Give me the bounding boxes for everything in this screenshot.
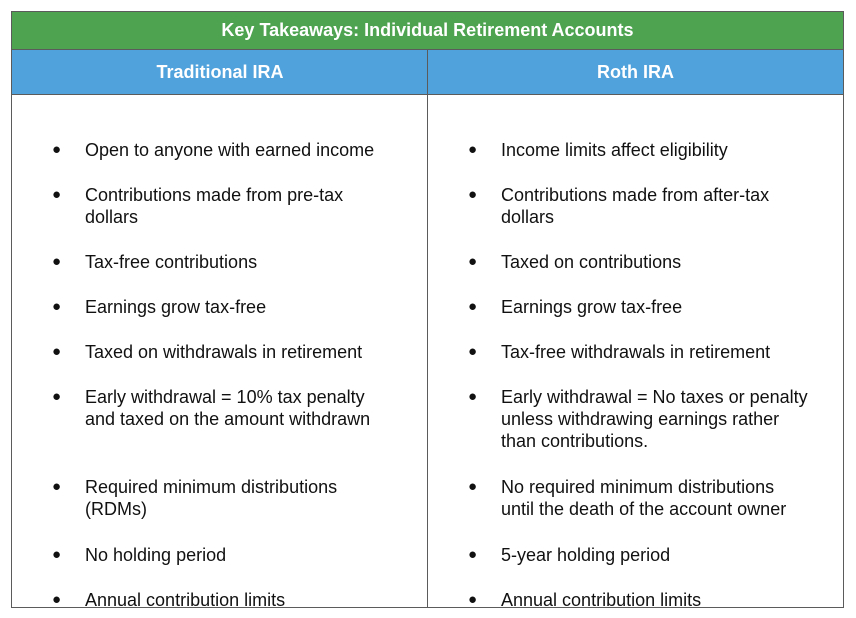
list-item-text (501, 251, 837, 273)
list-item-line: unless withdrawing earnings rather (501, 409, 780, 429)
bullet-icon: ● (52, 388, 62, 405)
bullet-icon: ● (468, 546, 478, 563)
list-item-text (501, 184, 837, 228)
list-item-text (501, 589, 837, 611)
list-item-text (501, 139, 837, 161)
list-item-line: Earnings grow tax-free (85, 297, 267, 317)
list-item-text (85, 589, 421, 611)
list-item-text (85, 544, 421, 566)
list-item-line: Required minimum distributions (85, 477, 338, 497)
bullet-icon: ● (52, 298, 62, 315)
bullet-icon: ● (52, 253, 62, 270)
list-item-line: than contributions. (501, 431, 649, 451)
list-item-line: Taxed on withdrawals in retirement (85, 342, 363, 362)
list-item-line: Contributions made from pre-tax (85, 185, 344, 205)
bullet-icon: ● (468, 478, 478, 495)
bullet-icon: ● (52, 186, 62, 203)
list-item-text (501, 341, 837, 363)
bullet-icon: ● (468, 298, 478, 315)
bullet-icon: ● (52, 478, 62, 495)
list-item-text (501, 386, 837, 452)
list-item-line: Earnings grow tax-free (501, 297, 683, 317)
bullet-icon: ● (468, 253, 478, 270)
list-item-line: Open to anyone with earned income (85, 140, 375, 160)
list-item-line: Contributions made from after-tax (501, 185, 770, 205)
list-item-line: until the death of the account owner (501, 499, 787, 519)
table-title: Key Takeaways: Individual Retirement Accounts (12, 12, 843, 50)
bullet-icon: ● (468, 141, 478, 158)
bullet-icon: ● (468, 591, 478, 608)
bullet-icon: ● (468, 343, 478, 360)
list-item-text (501, 296, 837, 318)
bullet-icon: ● (468, 186, 478, 203)
list-item-line: and taxed on the amount withdrawn (85, 409, 371, 429)
list-item-text (85, 341, 421, 363)
list-item-line: Annual contribution limits (85, 590, 286, 610)
list-item-text (85, 139, 421, 161)
list-item-line: No holding period (85, 545, 227, 565)
list-item-line: Tax-free contributions (85, 252, 258, 272)
ira-comparison-table (11, 11, 844, 608)
list-item-text (85, 386, 421, 430)
list-item-text (85, 251, 421, 273)
bullet-icon: ● (52, 591, 62, 608)
list-item-line: Annual contribution limits (501, 590, 702, 610)
list-item-line: Income limits affect eligibility (501, 140, 728, 160)
bullet-icon: ● (468, 388, 478, 405)
list-item-line: dollars (501, 207, 555, 227)
list-item-text (85, 476, 421, 520)
list-item-text (85, 296, 421, 318)
list-item-text (501, 544, 837, 566)
header-traditional-ira: Traditional IRA (156, 61, 284, 82)
list-item-line: Taxed on contributions (501, 252, 682, 272)
list-item-line: Early withdrawal = No taxes or penalty (501, 387, 808, 407)
list-item-line: No required minimum distributions (501, 477, 775, 497)
list-item-line: (RDMs) (85, 499, 147, 519)
list-item-line: Tax-free withdrawals in retirement (501, 342, 771, 362)
bullet-icon: ● (52, 546, 62, 563)
list-item-text (85, 184, 421, 228)
column-divider (427, 50, 428, 607)
list-item-line: 5-year holding period (501, 545, 671, 565)
bullet-icon: ● (52, 141, 62, 158)
list-item-line: Early withdrawal = 10% tax penalty (85, 387, 365, 407)
list-item-line: dollars (85, 207, 139, 227)
bullet-icon: ● (52, 343, 62, 360)
header-roth-ira: Roth IRA (597, 61, 674, 82)
list-item-text (501, 476, 837, 520)
